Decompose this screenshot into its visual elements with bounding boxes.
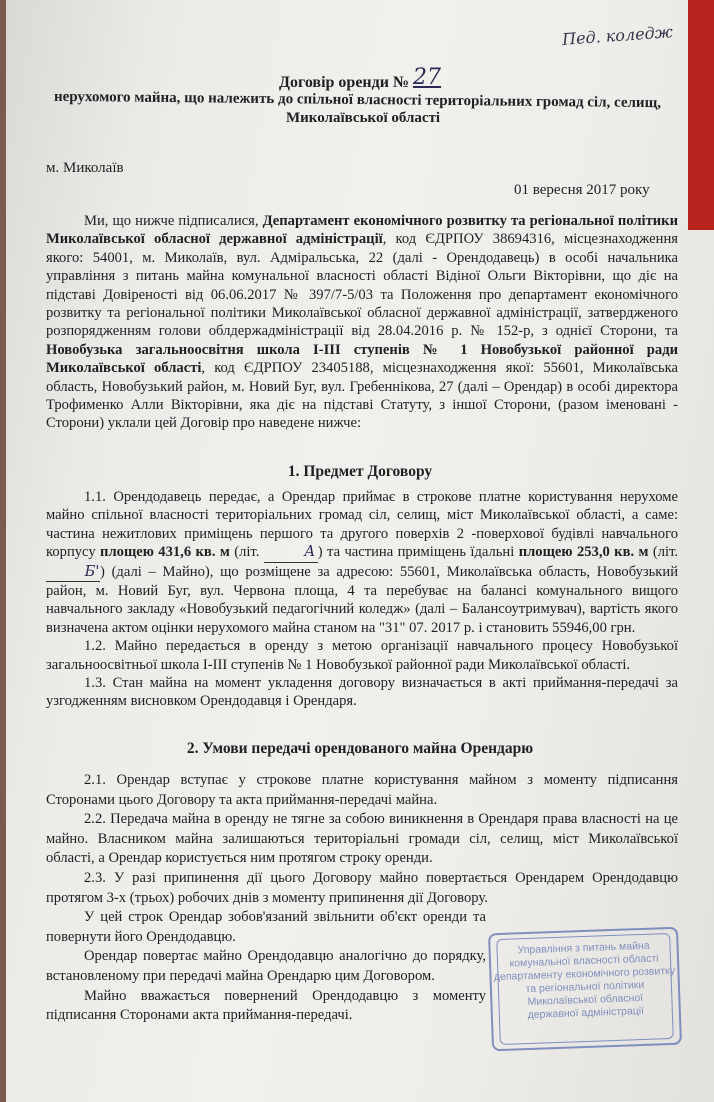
handwritten-note: Пед. коледж xyxy=(561,22,674,49)
section-2-heading: 2. Умови передачі орендованого майна Орендарю xyxy=(186,740,534,757)
contract-subtitle-line2: Миколаївської області xyxy=(286,110,441,126)
city: м. Миколаїв xyxy=(46,160,124,176)
red-folder-edge xyxy=(688,0,714,230)
contract-subtitle-line1: нерухомого майна, що належить до спільної власності територіальних громад сіл, селищ, xyxy=(53,88,662,112)
handwritten-lit-b1: Б' xyxy=(46,563,100,582)
section-1-body: 1.1. Орендодавець передає, а Орендар приймає в строкове платне користування нерухоме майно спільної власності територіальних громад сіл, селищ, міст Миколаївської області, а саме: частина нежитлових приміщень першого та другого поверхів 2 -поверхової будівлі навчального корпусу площею 431,6 кв. м (літ. А ) та частина приміщень їдальні площею 253,0 кв. м (літ. Б') (далі – Майно), що розміщене за адресою: 55601, Миколаївська область, Новобузький район, м. Новий Буг, вул. Червона площа, 4 та перебуває на балансі комунального вищого навчального закладу «Новобузький педагогічний коледж» (далі – Балансоутримувач), вартість якого визначена актом оцінки нерухомого майна станом на "31" 07. 2017 р. і становить 55946,00 грн. 1.2. Майно передається в оренду з метою організації навчального процесу Новобузької загальноосвітньої школа I-III ступенів № 1 Новобузької районної ради Миколаївської області. 1.3. Стан майна на момент укладення договору визначається в акті приймання-передачі за узгодженням висновком Орендодавця і Орендаря. xyxy=(46,489,678,710)
document-page xyxy=(6,0,714,1102)
section-1-heading: 1. Предмет Договору xyxy=(287,463,433,480)
preamble: Ми, що нижче підписалися, Департамент економічного розвитку та регіональної політики Миколаївської обласної державної адміністрації, код ЄДРПОУ 38694316, місцезнаходження якого: 54001, м. Миколаїв, вул. Адміральська, 22 (далі - Орендодавець) в особі начальника управління з питань майна комунальної власності області Відіної Ольги Вікторівни, що діє на підставі Довіреності від 06.06.2017 № 397/7-5/03 та Положення про департамент економічного розвитку та регіональної політики Миколаївської обласної державної адміністрації, затвердженого розпорядженням голови облдержадміністрації від 28.04.2016 р. № 152-р, з однієї Сторони, та Новобузька загальноосвітня школа I-III ступенів № 1 Новобузької районної ради Миколаївської області, код ЄДРПОУ 23405188, місцезнаходження якої: 55601, Миколаївська область, Новобузький район, м. Новий Буг, вул. Гребеннікова, 27 (далі – Орендар) в особі директора Трофименко Алли Вікторівни, яка діє на підставі Статуту, з іншої Сторони, (разом іменовані - Сторони) уклали цей Договір про наведене нижче: xyxy=(46,213,678,432)
contract-title: Договір оренди № 27 xyxy=(278,65,442,91)
section-2-body: 2.1. Орендар вступає у строкове платне користування майном з моменту підписання Сторонами цього Договору та акта приймання-передачі майна. 2.2. Передача майна в оренду не тягне за собою виникнення в Орендаря права власності на це майно. Власником майна залишаються територіальні громади сіл, селищ, міст Миколаївської області, а Орендар користується ним протягом строку оренди. 2.3. У разі припинення дії цього Договору майно повертається Орендарем Орендодавцю протягом 3-х (трьох) робочих днів з моменту припинення дії Договору. У цей строк Орендар зобов'язаний звільнити об'єкт оренди та повернути його Орендодавцю. Орендар повертає майно Орендодавцю аналогічно до порядку, встановленому при передачі майна Орендарю цим Договором. Майно вважається повернений Орендодавцю з моменту підписання Сторонами акта приймання-передачі. xyxy=(46,772,678,1024)
contract-number-handwritten: 27 xyxy=(413,65,442,90)
official-stamp: Управління з питань майна комунальної власності області департаменту економічного розвитку та регіональної політики Миколаївської обласної державної адміністрації xyxy=(488,927,682,1052)
date: 01 вересня 2017 року xyxy=(514,182,650,198)
handwritten-lit-a: А xyxy=(264,543,318,562)
